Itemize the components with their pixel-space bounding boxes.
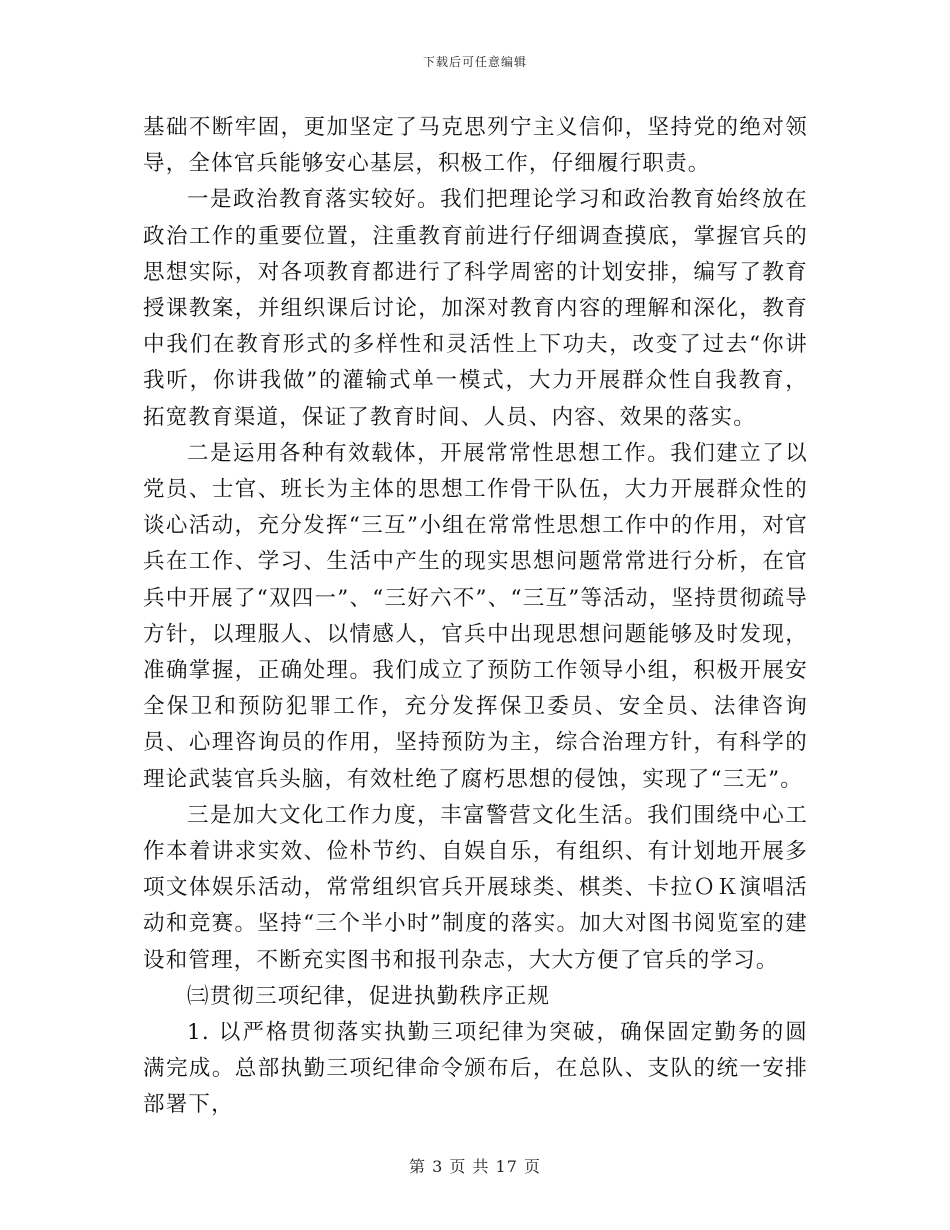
section-heading-discipline: ㈢贯彻三项纪律，促进执勤秩序正规 [187,983,551,1009]
paragraph-ideological-work: 二是运用各种有效载体，开展常常性思想工作。我们建立了以党员、士官、班长为主体的思想工作骨干队伍，大力开展群众性的谈心活动，充分发挥“三互”小组在常常性思想工作中的作用，对官兵在工作、学习、生活中产生的现实思想问题常常进行分析，在官兵中开展了“双四一”、“三好六不”、“三互”等活动，坚持贯彻疏导方针，以理服人、以情感人，官兵中出现思想问题能够及时发现，准确掌握，正确处理。我们成立了预防工作领导小组，积极开展安全保卫和预防犯罪工作，充分发挥保卫委员、安全员、法律咨询员、心理咨询员的作用，坚持预防为主，综合治理方针，有科学的理论武装官兵头脑，有效杜绝了腐朽思想的侵蚀，实现了“三无”。 [143,440,808,792]
page-footer: 第 3 页 共 17 页 [409,1157,541,1176]
paragraph-continuation: 基础不断牢固，更加坚定了马克思列宁主义信仰，坚持党的绝对领导，全体官兵能够安心基层，积极工作，仔细履行职责。 [143,115,808,177]
page-header: 下载后可任意编辑 [422,55,527,69]
document-body [143,110,808,1124]
paragraph-political-education: 一是政治教育落实较好。我们把理论学习和政治教育始终放在政治工作的重要位置，注重教育前进行仔细调查摸底，掌握官兵的思想实际，对各项教育都进行了科学周密的计划安排，编写了教育授课教案，并组织课后讨论，加深对教育内容的理解和深化，教育中我们在教育形式的多样性和灵活性上下功夫，改变了过去“你讲我听，你讲我做”的灌输式单一模式，大力开展群众性自我教育，拓宽教育渠道，保证了教育时间、人员、内容、效果的落实。 [143,187,808,430]
paragraph-cultural-work: 三是加大文化工作力度，丰富警营文化生活。我们围绕中心工作本着讲求实效、俭朴节约、自娱自乐，有组织、有计划地开展多项文体娱乐活动，常常组织官兵开展球类、棋类、卡拉ＯＫ演唱活动和竞赛。坚持“三个半小时”制度的落实。加大对图书阅览室的建设和管理，不断充实图书和报刊杂志，大大方便了官兵的学习。 [143,802,808,973]
paragraph-duty-discipline: 1. 以严格贯彻落实执勤三项纪律为突破，确保固定勤务的圆满完成。总部执勤三项纪律命令颁布后，在总队、支队的统一安排部署下， [143,1020,808,1118]
